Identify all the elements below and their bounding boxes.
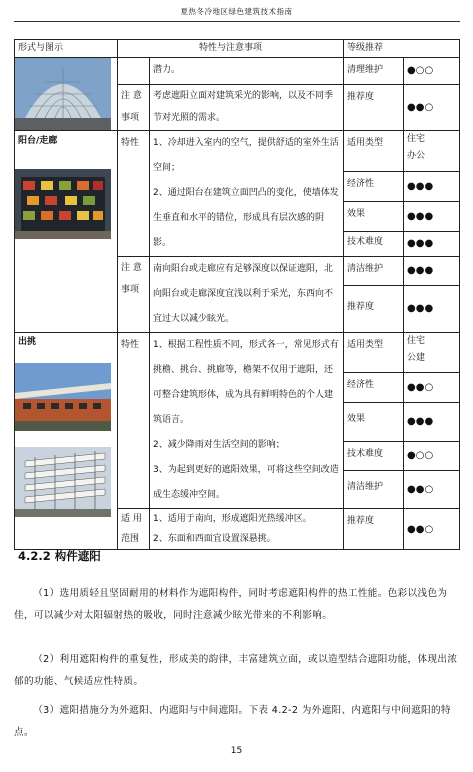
rating-label: 清洁维护: [344, 471, 404, 509]
paragraph-1: （1）选用质轻且坚固耐用的材料作为遮阳构件，同时考虑遮阳构件的热工性能。色彩以浅色为佳，可以减少对太阳辐射热的吸收，同时注意减少眩光带来的不利影响。: [14, 588, 448, 621]
paragraph-2: （2）利用遮阳构件的重复性，形成美的韵律，丰富建筑立面，或以造型结合遮阳功能，体现出浓郁的功能、气候适应性特质。: [14, 654, 458, 687]
dome-photo-cell: [15, 58, 118, 131]
form-title: 出挑: [18, 337, 37, 347]
char-text: 1、适用于南向，形成遮阳光热缓冲区。 2、东面和西面宜设置深悬挑。: [150, 509, 344, 550]
char-label: 注 意 事项: [118, 257, 150, 333]
shading-form-table: [14, 39, 460, 550]
char-text: 1、冷却进入室内的空气，提供舒适的室外生活空间； 2、通过阳台在建筑立面凹凸的变化，使墙体发生垂直和水平的错位，形成具有层次感的阴影。: [150, 131, 344, 257]
char-label: 适 用 范围: [118, 509, 150, 550]
rating-label: 推荐度: [344, 509, 404, 550]
char-label: 特性: [118, 131, 150, 257]
col-header-form: 形式与图示: [15, 40, 118, 58]
eaves-form-cell: [15, 333, 118, 550]
rating-dots: ●●○: [404, 84, 460, 130]
rating-dots: ●○○: [404, 58, 460, 85]
form-title: 阳台/走廊: [18, 136, 58, 146]
rating-dots: ●●○: [404, 509, 460, 550]
char-label: [118, 58, 150, 85]
rating-dots: ●●●: [404, 257, 460, 286]
table-header-row: [15, 40, 460, 58]
balcony-form-cell: [15, 131, 118, 333]
rating-dots: ●●○: [404, 373, 460, 403]
rating-label: 经济性: [344, 171, 404, 201]
rating-value: 住宅 办公: [404, 131, 460, 172]
rating-label: 技术难度: [344, 232, 404, 257]
rating-label: 清洁维护: [344, 257, 404, 286]
table-row: [15, 333, 460, 373]
rating-dots: ●●●: [404, 285, 460, 332]
rating-label: 适用类型: [344, 333, 404, 373]
char-text: 潜力。: [150, 58, 344, 85]
balcony-building-photo: [15, 169, 111, 239]
char-text: 考虑遮阳立面对建筑采光的影响，以及不同季节对光照的需求。: [150, 84, 344, 130]
rating-label: 效果: [344, 202, 404, 232]
table-row: [15, 58, 460, 85]
glass-dome-photo: [15, 58, 111, 130]
char-text: 南向阳台或走廊应有足够深度以保证遮阳，北向阳台或走廊深度宜浅以利于采光，东西向不宜过大以减少眩光。: [150, 257, 344, 333]
rating-dots: ●○○: [404, 441, 460, 471]
rating-dots: ●●●: [404, 171, 460, 201]
char-label: 注 意 事项: [118, 84, 150, 130]
rating-value: 住宅 公建: [404, 333, 460, 373]
rating-label: 推荐度: [344, 285, 404, 332]
page-number: 15: [230, 746, 243, 756]
paragraph-3: （3）遮阳措施分为外遮阳、内遮阳与中间遮阳。下表 4.2-2 为外遮阳、内遮阳与中间遮阳的特点。: [14, 705, 451, 738]
char-label: 特性: [118, 333, 150, 509]
col-header-features: 特性与注意事项: [118, 40, 344, 58]
section-heading: 4.2.2 构件遮阳: [18, 549, 101, 563]
char-text: 1、根据工程性质不同，形式各一，常见形式有挑檐、挑台、挑廊等，檐架不仅用于遮阳，还可整合建筑形体，成为具有鲜明特色的个人建筑语言。 2、减少降雨对生活空间的影响； 3、为起到更好的遮阳效果，可将这些空间改造成生态缓冲空间。: [150, 333, 344, 509]
rating-label: 清理维护: [344, 58, 404, 85]
rating-label: 效果: [344, 402, 404, 441]
rating-dots: ●●●: [404, 232, 460, 257]
rating-dots: ●●○: [404, 471, 460, 509]
rating-dots: ●●●: [404, 402, 460, 441]
header-rule: [14, 21, 460, 22]
overhang-building-photo: [15, 363, 111, 431]
rating-dots: ●●●: [404, 202, 460, 232]
rating-label: 经济性: [344, 373, 404, 403]
col-header-rating: 等级推荐: [344, 40, 460, 58]
cantilever-building-photo: [15, 447, 111, 517]
running-header: 夏热冬冷地区绿色建筑技术指南: [180, 7, 293, 16]
rating-label: 推荐度: [344, 84, 404, 130]
rating-label: 适用类型: [344, 131, 404, 172]
table-row: [15, 131, 460, 172]
rating-label: 技术难度: [344, 441, 404, 471]
